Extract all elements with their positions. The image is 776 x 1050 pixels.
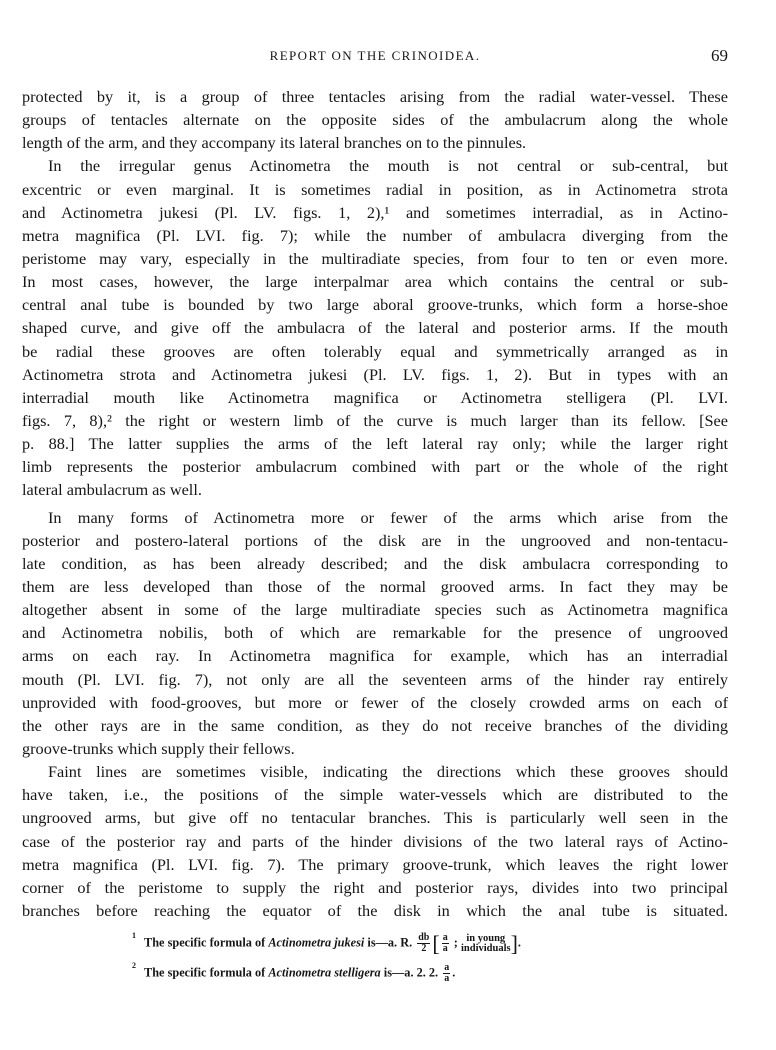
young-note-bottom: individuals (460, 942, 511, 954)
text-line: the other rays are in the same condition, as they do not receive branches of the dividing (22, 715, 728, 735)
text-line: metra magnifica (Pl. LVI. fig. 7). The primary groove-trunk, which leaves the right lower (22, 854, 728, 874)
text-line: them are less developed than those of the normal grooved arms. In fact they may be (22, 576, 728, 596)
formula-fraction (443, 963, 450, 984)
text-line: arms on each ray. In Actinometra magnifica for example, which has an interradial (22, 646, 728, 666)
young-note (461, 934, 511, 954)
bracket-close: ] (510, 930, 518, 956)
page-number: 69 (711, 46, 728, 65)
young-note-top: in young (466, 932, 506, 944)
text-line: unprovided with food-grooves, but more or fewer of the closely crowded arms on each of (22, 692, 728, 712)
text-line: protected by it, is a group of three tentacles arising from the radial water-vessel. These (22, 87, 728, 106)
body-text (22, 85, 728, 922)
text-line: and Actinometra jukesi (Pl. LV. figs. 1, 2),¹ and sometimes interradial, as in Actino- (22, 202, 728, 222)
text-line: late condition, as has been already described; and the disk ambulacra corresponding to (22, 553, 728, 573)
text-line: length of the arm, and they accompany its lateral branches on to the pinnules. (22, 133, 527, 153)
text-line: peristome may vary, especially in the multiradiate species, from four to ten or even more. (22, 248, 728, 268)
footnote-mark: 2 (132, 961, 136, 970)
text-line: Faint lines are sometimes visible, indicating the directions which these grooves should (48, 762, 728, 782)
text-line: limb represents the posterior ambulacrum combined with part or the whole of the right (22, 457, 728, 477)
text-line: In many forms of Actinometra more or fewer of the arms which arise from the (48, 507, 728, 527)
fraction-numerator: db (418, 932, 430, 943)
text-line: In the irregular genus Actinometra the mouth is not central or sub-central, but (48, 156, 728, 176)
text-line: groups of tentacles alternate on the opposite sides of the ambulacrum along the whole (22, 110, 728, 130)
fraction-numerator: a (444, 962, 450, 973)
text-line: corner of the peristome to supply the right and posterior rays, divides into two principal (22, 877, 728, 897)
footnote-text (144, 930, 521, 956)
footnote-1 (22, 927, 728, 957)
text-line: metra magnifica (Pl. LVI. fig. 7); while the number of ambulacra diverging from the (22, 225, 728, 245)
text-line: be radial these grooves are often tolerably equal and symmetrically arranged as in (22, 341, 728, 361)
footnote-2 (22, 957, 728, 987)
fraction-denominator: a (444, 973, 450, 984)
text-line: altogether absent in some of the large multiradiate species such as Actinometra magnifica (22, 600, 728, 620)
formula-fraction (442, 933, 449, 954)
text-line: interradial mouth like Actinometra magnifica or Actinometra stelligera (Pl. LVI. (22, 387, 728, 407)
running-head: REPORT ON THE CRINOIDEA. (269, 48, 481, 63)
text-line: central anal tube is bounded by two large aboral groove-trunks, which form a horse-shoe (22, 295, 728, 315)
footnote-lead: The specific formula of (144, 965, 266, 980)
text-line: In most cases, however, the large interpalmar area which contains the central or sub- (22, 272, 728, 292)
text-line: Actinometra strota and Actinometra jukesi (Pl. LV. figs. 1, 2). But in types with an (22, 364, 728, 384)
page-header (22, 44, 728, 68)
footnote-lead: The specific formula of (144, 935, 266, 950)
formula-separator: ; (453, 935, 458, 950)
text-line: case of the posterior ray and parts of the hinder divisions of the two lateral rays of Actino- (22, 831, 728, 851)
text-line: groove-trunks which supply their fellows. (22, 738, 295, 758)
text-line: excentric or even marginal. It is sometimes radial in position, as in Actinometra strota (22, 179, 728, 199)
fraction-denominator: 2 (421, 943, 427, 954)
footnote-end: . (517, 935, 521, 950)
species-name: Actinometra stelligera (268, 965, 381, 980)
fraction-numerator: a (442, 932, 448, 943)
footnote-text (144, 963, 455, 984)
text-line: lateral ambulacrum as well. (22, 480, 202, 500)
formula-prefix: is—a. R. (367, 935, 413, 950)
text-line: mouth (Pl. LVI. fig. 7), not only are all the seventeen arms of the hinder ray entirely (22, 669, 728, 689)
bracket-open: [ (432, 930, 440, 956)
footnote-end: . (452, 965, 456, 980)
fraction-denominator: a (442, 943, 448, 954)
footnote-mark: 1 (132, 931, 136, 940)
text-line: have taken, i.e., the positions of the simple water-vessels which are distributed to the (22, 785, 728, 805)
text-line: branches before reaching the equator of the disk in which the anal tube is situated. (22, 900, 728, 920)
species-name: Actinometra jukesi (268, 935, 365, 950)
text-line: and Actinometra nobilis, both of which are remarkable for the presence of ungrooved (22, 623, 728, 643)
text-line: shaped curve, and give off the ambulacra of the lateral and posterior arms. If the mouth (22, 318, 728, 338)
text-line: figs. 7, 8),² the right or western limb of the curve is much larger than its fellow. [See (22, 410, 728, 430)
formula-prefix: is—a. 2. 2. (383, 965, 439, 980)
text-line: ungrooved arms, but give off no tentacular branches. This is particularly well seen in the (22, 808, 728, 828)
text-line: p. 88.] The latter supplies the arms of the left lateral ray only; while the larger right (22, 434, 728, 454)
text-line: posterior and postero-lateral portions of the disk are in the ungrooved and non-tentacu- (22, 530, 728, 550)
formula-fraction (417, 933, 430, 954)
footnotes (22, 927, 728, 987)
